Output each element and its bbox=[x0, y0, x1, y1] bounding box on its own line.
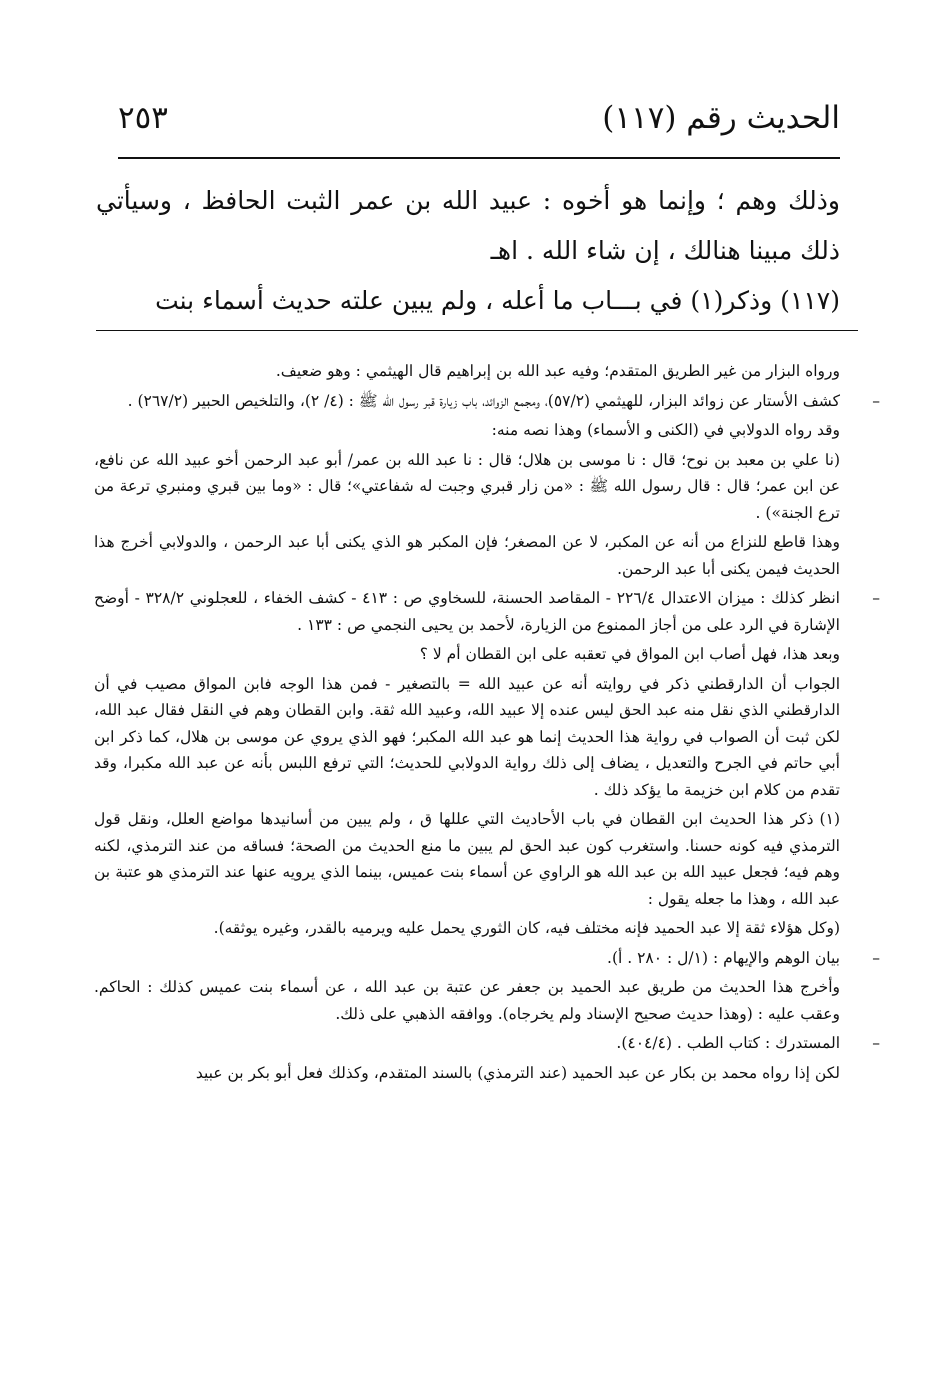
footnotes-section bbox=[94, 358, 840, 1089]
source-citation: – كشف الأستار عن زوائد البزار، للهيثمي (٥٧/٢)، ومجمع الزوائد، باب زيارة قبر رسول الله ﷺ : (٤/ ٢)، والتلخيص الحبير (٢٦٧/٢) . bbox=[94, 388, 850, 415]
page-number: ٢٥٣ bbox=[118, 100, 168, 136]
note-paragraph: لكن إذا رواه محمد بن بكار عن عبد الحميد (عند الترمذي) بالسند المتقدم، وكذلك فعل أبو بكر بن عبيد bbox=[195, 1063, 840, 1082]
note-paragraph: وهذا قاطع للنزاع من أنه عن المكبر، لا عن المصغر؛ فإن المكبر هو الذي يكنى أبا عبد الرحمن ، والدولابي أخرج هذا الحديث فيمن يكنى أبا عبد الرحمن. bbox=[94, 533, 840, 578]
source-citation: – المستدرك : كتاب الطب . (٤٠٤/٤). bbox=[94, 1030, 850, 1057]
note-paragraph: ورواه البزار من غير الطريق المتقدم؛ وفيه عبد الله بن إبراهيم قال الهيثمي : وهو ضعيف. bbox=[275, 362, 840, 380]
main-text bbox=[96, 176, 840, 326]
source-citation: – انظر كذلك : ميزان الاعتدال ٢٢٦/٤ - المقاصد الحسنة، للسخاوي ص : ٤١٣ - كشف الخفاء ، للعجلوني ٣٢٨/٢ - أوضح الإشارة في الرد على من أجاز الممنوع من الزيارة، لأحمد بن يحيى النجمي ص : ١٣٣ . bbox=[94, 585, 850, 638]
chapter-title: الحديث رقم (١١٧) bbox=[602, 100, 840, 136]
note-paragraph: وقد رواه الدولابي في (الكنى و الأسماء) وهذا نصه منه: bbox=[491, 421, 840, 439]
note-paragraph: وبعد هذا، فهل أصاب ابن المواق في تعقبه على ابن القطان أم لا ؟ bbox=[419, 645, 840, 663]
footnote-marker: (١) bbox=[819, 810, 840, 828]
footnote-1 bbox=[94, 806, 840, 912]
note-quote: (وكل هؤلاء ثقة إلا عبد الحميد فإنه مختلف فيه، كان الثوري يحمل عليه ويرميه بالقدر، وغيره يوثقه). bbox=[213, 919, 840, 937]
note-quote: (نا علي بن معبد بن نوح؛ قال : نا موسى بن هلال؛ قال : نا عبد الله بن عمر/ أبو عبد الرحمن أخو عبيد الله عن نافع، عن ابن عمر؛ قال : قال رسول الله ﷺ : «من زار قبري وجبت له شفاعتي»؛ قال : «وما بين قبري ومنبري ترعة من ترع الجنة») . bbox=[94, 450, 840, 522]
main-paragraph: (١١٧) وذكر(١) في بـــاب ما أعله ، ولم يبين علته حديث أسماء بنت bbox=[155, 286, 840, 315]
source-citation: – بيان الوهم والإيهام : (١/ل : ٢٨٠ . أ). bbox=[94, 945, 850, 972]
page-header bbox=[118, 100, 840, 160]
footnote-text: ذكر هذا الحديث ابن القطان في باب الأحاديث التي عللها ق ، ولم يبين من أسانيدها مواضع العلل، ونقل قول الترمذي فيه كونه حسنا. واستغرب كون عبد الحق لم يبين ما منع الحديث من الصحة؛ فساقه من عند الترمذي، لكنه وهم فيه؛ فجعل عبيد الله بن عبد الله هو الراوي عن أسماء بنت عميس، بينما الذي يرويه عنها عند الترمذي هو عتبة بن عبد الله ، وهذا ما جعله يقول : bbox=[94, 810, 840, 908]
note-paragraph: وأخرج هذا الحديث من طريق عبد الحميد بن جعفر عن عتبة بن عبد الله ، عن أسماء بنت عميس كذلك : الحاكم. وعقب عليه : (وهذا حديث صحيح الإسناد ولم يخرجاه). ووافقه الذهبي على ذلك. bbox=[94, 978, 840, 1023]
main-paragraph: وذلك وهم ؛ وإنما هو أخوه : عبيد الله بن عمر الثبت الحافظ ، وسيأتي ذلك مبينا هنالك ، إن شاء الله . اهـ bbox=[96, 186, 840, 265]
header-rule bbox=[118, 157, 840, 159]
note-paragraph: الجواب أن الدارقطني ذكر في روايته أنه عن عبيد الله = بالتصغير - فمن هذا الوجه فابن المواق مصيب في أن الدارقطني الذي نقل منه عبد الحق ليس عنده إلا عبيد الله، وعبيد الله ثقة. وابن القطان وهم في النقل فقال عبد الله، لكن ثبت أن الصواب في رواية هذا الحديث إنما هو عبد الله المكبر؛ فهو الذي يروي عن موسى بن هلال، كما ذكر ابن أبي حاتم في الجرح والتعديل ، يضاف إلى ذلك رواية الدولابي للحديث؛ التي ترفع اللبس بأنه عن عبد الله مكبرا، وقد تقدم من كلام ابن خزيمة ما يؤكد ذلك . bbox=[94, 674, 841, 799]
footnote-rule bbox=[96, 330, 858, 331]
